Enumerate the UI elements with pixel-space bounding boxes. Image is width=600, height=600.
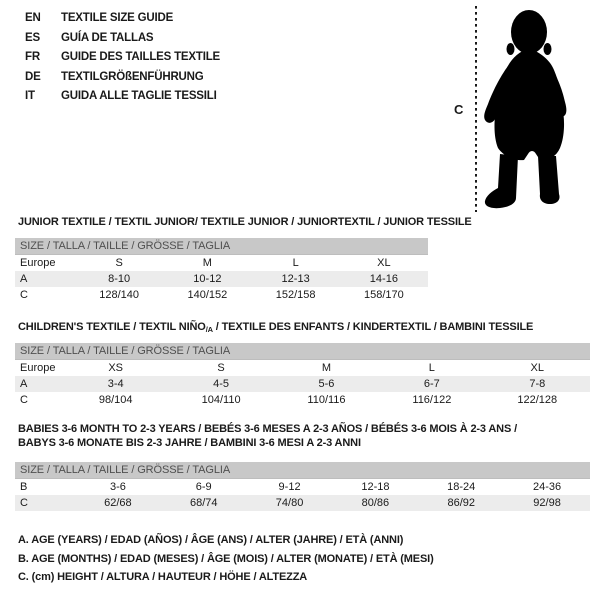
height-cell: 98/104 [98,394,133,406]
height-cell: 116/122 [412,394,452,406]
language-row-de [25,68,220,88]
age-cell: 24-36 [533,481,562,493]
age-cell: 8-10 [75,271,163,287]
age-cell: 18-24 [447,481,476,493]
children-size-table [15,343,590,408]
size-cell: L [428,362,435,374]
children-title-subscript: /A [205,325,213,334]
height-cell: 122/128 [517,394,558,406]
row-label: C [20,289,28,301]
size-cell: M [202,257,212,269]
language-row-es [25,29,220,49]
age-cell: 12-18 [361,481,390,493]
row-label: A [15,376,63,392]
height-cell: 158/170 [363,289,404,301]
age-cell: 10-12 [163,271,251,287]
age-cell: 3-6 [109,481,126,493]
babies-title-line2: BABYS 3-6 MONATE BIS 2-3 JAHRE / BAMBINI 3-6 MESI A 2-3 ANNI [18,436,361,449]
junior-size-table [15,238,428,303]
language-row-it [25,87,220,107]
size-cell: M [321,362,332,374]
babies-title-line1: BABIES 3-6 MONTH TO 2-3 YEARS / BEBÉS 3-6 MESES A 2-3 AÑOS / BÉBÉS 3-6 MOIS À 2-3 ANS / [18,423,517,435]
height-label-c: C [454,102,464,117]
age-cell: 6-7 [379,376,484,392]
legend-line-b: B. AGE (MONTHS) / EDAD (MESES) / ÂGE (MOIS) / ALTER (MONATE) / ETÀ (MESI) [18,552,434,565]
size-cell: XL [530,362,545,374]
size-cell: S [217,362,225,374]
language-code: ES [25,31,40,44]
row-label: C [20,394,28,406]
height-cell: 152/158 [275,289,316,301]
junior-table-title: JUNIOR TEXTILE / TEXTIL JUNIOR/ TEXTILE JUNIOR / JUNIORTEXTIL / JUNIOR TESSILE [18,216,472,228]
table-row [15,287,428,303]
guide-title-de: TEXTILGRÖßENFÜHRUNG [61,70,204,83]
age-cell: 9-12 [278,481,301,493]
language-title-list [25,9,220,107]
language-code: FR [25,51,40,63]
height-cell: 140/152 [187,289,228,301]
height-measurement-figure [448,0,600,218]
height-cell: 92/98 [504,495,590,511]
height-cell: 74/80 [247,495,333,511]
size-header-label: SIZE / TALLA / TAILLE / GRÖSSE / TAGLIA [15,238,428,255]
legend-line-a: A. AGE (YEARS) / EDAD (AÑOS) / ÂGE (ANS) / ALTER (JAHRE) / ETÀ (ANNI) [18,534,404,546]
age-cell: 3-4 [63,376,168,392]
height-cell: 86/92 [418,495,504,511]
language-row-fr [25,48,220,68]
height-cell: 104/110 [201,394,241,406]
size-header-row [15,462,590,479]
age-cell: 14-16 [340,271,428,287]
guide-title-fr: GUIDE DES TAILLES TEXTILE [61,51,220,63]
height-cell: 110/116 [307,394,346,406]
children-table-title [18,321,533,334]
language-code: DE [25,70,41,83]
table-row [15,271,428,287]
children-title-post: / TEXTILE DES ENFANTS / KINDERTEXTIL / BAMBINI TESSILE [212,321,534,333]
size-cell: XS [108,362,124,374]
age-cell: 6-9 [195,481,212,493]
guide-title-en: TEXTILE SIZE GUIDE [61,12,174,24]
size-header-row [15,238,428,255]
table-row [15,376,590,392]
size-cell: S [115,257,123,269]
table-row [15,360,590,377]
row-label: Europe [20,362,56,374]
age-cell: 5-6 [274,376,379,392]
age-cell: 7-8 [485,376,590,392]
size-cell: XL [377,257,391,269]
children-title-pre: CHILDREN'S TEXTILE / TEXTIL NIÑO [18,321,206,333]
row-label: A [15,271,75,287]
measurement-legend [18,531,434,587]
height-cell: 128/140 [99,289,139,301]
table-row [15,255,428,272]
row-label: C [15,495,75,511]
row-label: B [20,481,28,493]
table-row [15,479,590,496]
guide-title-it: GUIDA ALLE TAGLIE TESSILI [61,90,217,102]
table-row [15,495,590,511]
size-header-label: SIZE / TALLA / TAILLE / GRÖSSE / TAGLIA [15,462,590,479]
guide-title-es: GUÍA DE TALLAS [61,31,154,44]
height-cell: 62/68 [75,495,161,511]
age-cell: 12-13 [252,271,340,287]
age-cell: 4-5 [168,376,273,392]
size-header-row [15,343,590,360]
size-header-label: SIZE / TALLA / TAILLE / GRÖSSE / TAGLIA [15,343,590,360]
babies-table-title [18,423,593,450]
table-row [15,392,590,408]
language-code: EN [25,12,41,24]
babies-size-table [15,462,590,511]
language-code: IT [25,90,35,102]
height-cell: 80/86 [332,495,418,511]
row-label: Europe [20,257,56,269]
size-cell: L [292,257,299,269]
language-row-en [25,9,220,29]
height-cell: 68/74 [161,495,247,511]
toddler-silhouette [478,4,570,210]
legend-line-c: C. (cm) HEIGHT / ALTURA / HAUTEUR / HÖHE / ALTEZZA [18,571,308,583]
